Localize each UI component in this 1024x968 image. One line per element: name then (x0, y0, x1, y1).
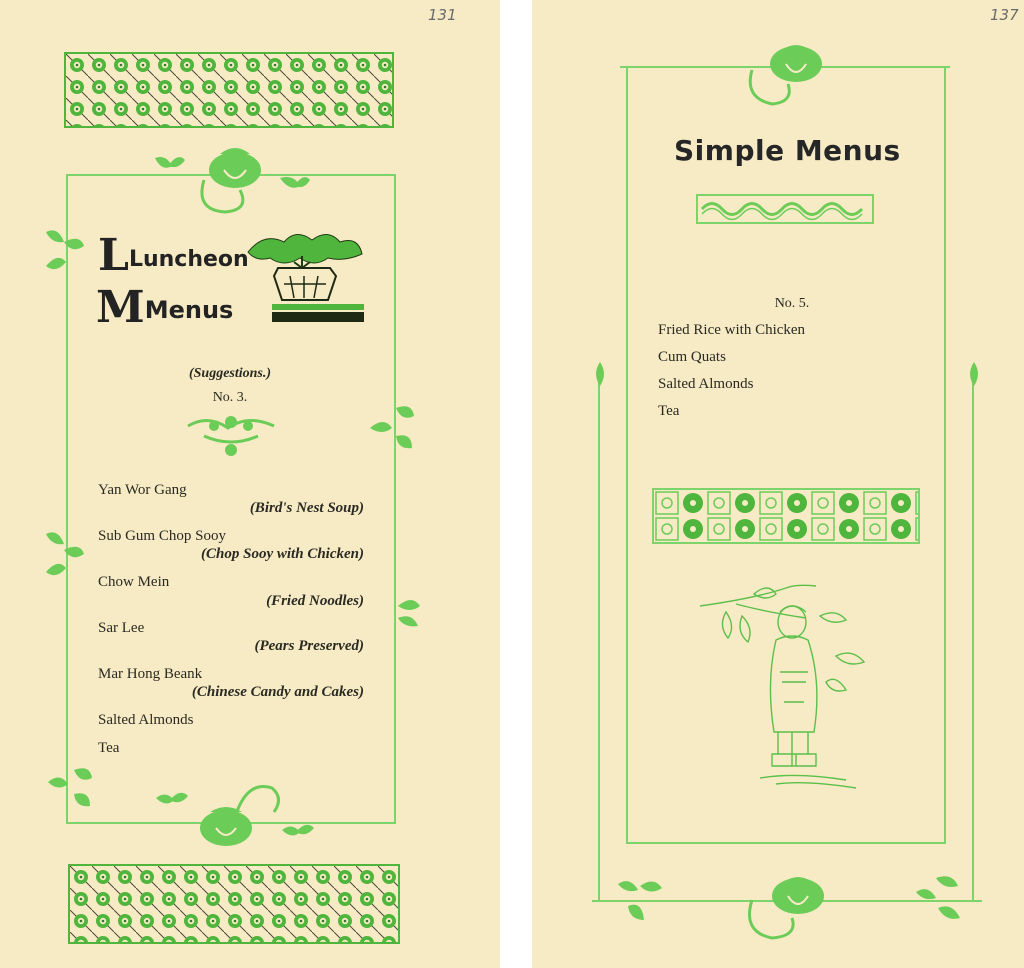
leaf-sprig-icon (912, 872, 964, 928)
menu-item-translation: (Chinese Candy and Cakes) (191, 684, 364, 700)
tile-band (652, 488, 920, 544)
dot-pattern-icon (66, 54, 392, 126)
menu-item-translation: (Bird's Nest Soup) (249, 500, 364, 516)
frame-right-post (972, 380, 974, 900)
menu-item: Fried Rice with Chicken (658, 322, 806, 338)
leaf-sprig-icon (40, 524, 90, 584)
child-figure-icon (696, 582, 880, 800)
page-number: 137 (990, 6, 1019, 24)
title-line-1-text: Luncheon (128, 247, 249, 272)
menu-item: Cum Quats (658, 349, 726, 365)
pumpkin-ornament-icon (148, 778, 328, 852)
menu-item: Tea (658, 403, 680, 419)
tile-pattern-icon (654, 490, 918, 542)
pumpkin-ornament-icon (140, 140, 330, 220)
wave-band (696, 194, 874, 224)
menu-item: Mar Hong Beank (98, 666, 203, 682)
bud-icon (592, 360, 608, 388)
title-line-2-text: Menus (144, 296, 234, 324)
menu-item: Chow Mein (98, 574, 170, 590)
subtitle: (Suggestions.) (188, 366, 272, 381)
menu-number: No. 5. (774, 296, 810, 311)
pumpkin-ornament-icon (738, 870, 838, 944)
menu-item: Salted Almonds (98, 712, 194, 728)
menu-item: Sub Gum Chop Sooy (98, 528, 226, 544)
leaf-sprig-icon (44, 762, 100, 812)
right-page (532, 0, 1024, 968)
page-number: 131 (428, 6, 457, 24)
leaf-sprig-icon (394, 592, 426, 632)
dot-pattern-icon (70, 866, 398, 942)
pumpkin-ornament-icon (738, 40, 828, 110)
bonsai-pot-icon (244, 228, 366, 328)
bottom-dot-band (68, 864, 400, 944)
left-page (0, 0, 500, 968)
leaf-sprig-icon (366, 398, 420, 454)
menu-item: Sar Lee (98, 620, 145, 636)
title-line-2: MMenus (96, 282, 234, 333)
leaf-sprig-icon (614, 872, 666, 928)
menu-number: No. 3. (212, 390, 248, 405)
top-dot-band (64, 52, 394, 128)
page-title: Simple Menus (674, 134, 901, 167)
title-line-1: LLuncheon (98, 230, 249, 281)
floral-divider-icon (184, 410, 278, 460)
frame-left-post (598, 380, 600, 900)
menu-item: Salted Almonds (658, 376, 754, 392)
menu-item-translation: (Chop Sooy with Chicken) (201, 546, 364, 562)
menu-item: Tea (98, 740, 120, 756)
menu-item: Yan Wor Gang (98, 482, 187, 498)
menu-item-translation: (Fried Noodles) (266, 593, 364, 609)
menu-item-translation: (Pears Preserved) (254, 638, 364, 654)
leaf-sprig-icon (40, 222, 90, 282)
wave-pattern-icon (698, 196, 872, 222)
bud-icon (966, 360, 982, 388)
